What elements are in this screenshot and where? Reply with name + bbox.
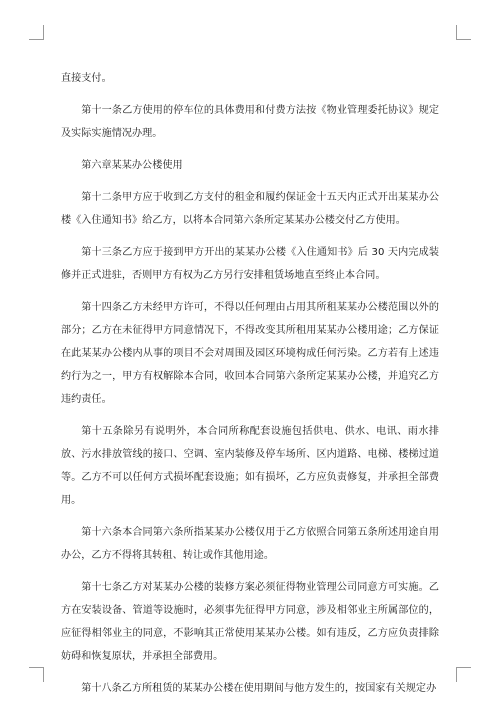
article-17: 第十七条乙方对某某办公楼的装修方案必须征得物业管理公司同意方可实施。乙方在安装设备、管道等设施时，必须事先征得甲方同意，涉及相邻业主所属部位的，应征得相邻业主的同意，不影响其正常使用某某办公楼。如有违反，乙方应负责排除妨碍和恢复原状，并承担全部费用。 — [61, 582, 439, 662]
document-body — [61, 67, 439, 709]
crop-mark-top-right — [456, 25, 471, 40]
crop-mark-top-left — [29, 25, 44, 40]
article-15: 第十五条除另有说明外，本合同所称配套设施包括供电、供水、电讯、雨水排放、污水排放管线的接口、空调、室内装修及停车场所、区内道路、电梯、楼梯过道等。乙方不可以任何方式损坏配套设施；如有损坏，乙方应负责修复，并承担全部费用。 — [61, 426, 439, 506]
article-11: 第十一条乙方使用的停车位的具体费用和付费方法按《物业管理委托协议》规定及实际实施情况办理。 — [61, 105, 439, 139]
chapter-6-heading: 第六章某某办公楼使用 — [81, 160, 183, 171]
crop-mark-bottom-left — [29, 667, 44, 682]
article-14: 第十四条乙方未经甲方许可，不得以任何理由占用其所租某某办公楼范围以外的部分；乙方在未征得甲方同意情况下，不得改变其所租用某某办公楼用途；乙方保证在此某某办公楼内从事的项目不会对周围及园区环境构成任何污染。乙方若有上述违约行为之一，甲方有权解除本合同，收回本合同第六条所定某某办公楼，并追究乙方违约责任。 — [61, 302, 439, 405]
crop-mark-bottom-right — [456, 667, 471, 682]
paragraph-continuation: 直接支付。 — [61, 73, 112, 84]
article-13: 第十三条乙方应于接到甲方开出的某某办公楼《入住通知书》后 30 天内完成装修并正式进驻，否则甲方有权为乙方另行安排租赁场地直至终止本合同。 — [61, 247, 439, 281]
article-18: 第十八条乙方所租赁的某某办公楼在使用期间与他方发生的，按国家有关规定办 — [81, 683, 437, 694]
article-16: 第十六条本合同第六条所指某某办公楼仅用于乙方依照合同第五条所述用途自用办公，乙方不得将其转租、转让或作其他用途。 — [61, 527, 439, 561]
article-12: 第十二条甲方应于收到乙方支付的租金和履约保证金十五天内正式开出某某办公楼《入住通知书》给乙方，以将本合同第六条所定某某办公楼交付乙方使用。 — [61, 192, 439, 226]
